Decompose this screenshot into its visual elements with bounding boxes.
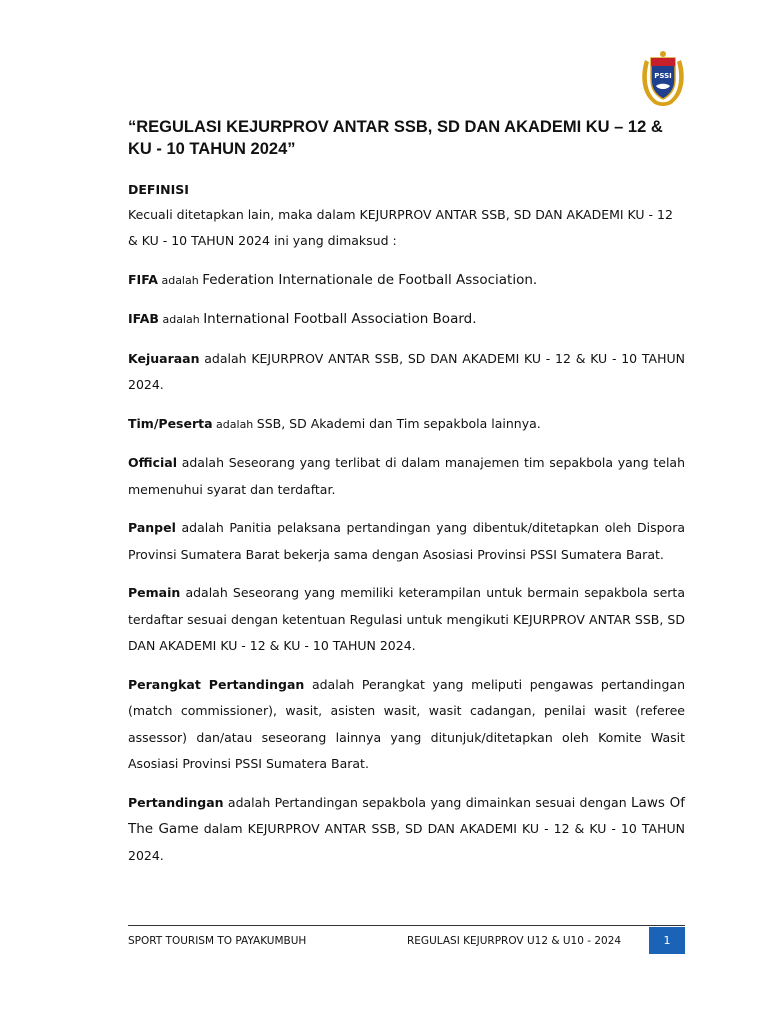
definition-term: Kejuaraan <box>128 350 200 366</box>
page-number-badge: 1 <box>649 927 685 954</box>
pssi-emblem-icon <box>637 50 689 110</box>
footer-divider <box>128 925 685 926</box>
definition-link-word: adalah <box>199 350 252 366</box>
definition-text: Federation Internationale de Football Association. <box>202 271 538 288</box>
definition-text: Seseorang yang terlibat di dalam manajemen tim sepakbola yang telah memenuhui syarat dan terdaftar. <box>128 455 685 497</box>
definition-link-word: adalah <box>157 273 203 287</box>
footer-left-text: SPORT TOURISM TO PAYAKUMBUH <box>128 935 307 947</box>
definition-text: KEJURPROV ANTAR SSB, SD DAN AKADEMI KU - 12 & KU - 10 TAHUN 2024. <box>128 350 685 392</box>
definition-term: Official <box>128 455 177 470</box>
definition-text: Perangkat yang meliputi pengawas pertandingan (match commissioner), wasit, asisten wasit, wasit cadangan, penilai wasit (referee assessor) dan/atau seseorang lainnya yang ditunjuk/ditetapkan oleh Komite Wasit Asosiasi Provinsi PSSI Sumatera Barat. <box>128 676 685 771</box>
document-body <box>128 177 685 881</box>
definition-pemain <box>128 580 685 660</box>
definition-term: IFAB <box>128 311 159 326</box>
definition-link-word: adalah <box>304 676 362 692</box>
definition-text: SSB, SD Akademi dan Tim sepakbola lainnya. <box>256 415 541 431</box>
definition-term: Pertandingan <box>128 794 224 810</box>
definition-link-word: adalah <box>158 313 204 326</box>
definition-link-word: adalah <box>176 455 229 470</box>
definition-text: dalam KEJURPROV ANTAR SSB, SD DAN AKADEMI KU - 12 & KU - 10 TAHUN 2024. <box>128 821 685 863</box>
definition-kejuaraan <box>128 346 685 399</box>
pssi-logo <box>637 50 689 110</box>
definition-link-word: adalah <box>212 417 257 431</box>
definition-official <box>128 450 685 503</box>
definition-ifab <box>128 306 685 334</box>
definition-link-word: adalah <box>175 520 230 535</box>
definition-text: International Football Association Board. <box>203 311 477 327</box>
laws-of-the-game: Laws Of The Game <box>128 794 685 837</box>
definition-text: Seseorang yang memiliki keterampilan untuk bermain sepakbola serta terdaftar sesuai dengan ketentuan Regulasi untuk mengikuti KEJURPROV ANTAR SSB, SD DAN AKADEMI KU - 12 & KU - 10 TAHUN 2024. <box>128 585 685 653</box>
document-title: “REGULASI KEJURPROV ANTAR SSB, SD DAN AKADEMI KU – 12 & KU - 10 TAHUN 2024” <box>128 118 663 158</box>
definition-link-word: adalah <box>180 585 233 600</box>
footer-right-text: REGULASI KEJURPROV U12 & U10 - 2024 <box>407 935 622 947</box>
definition-term: FIFA <box>128 271 158 287</box>
section-heading: DEFINISI <box>128 182 189 197</box>
definition-term: Tim/Peserta <box>128 415 213 431</box>
definition-term: Perangkat Pertandingan <box>128 676 305 692</box>
definition-term: Panpel <box>128 520 176 535</box>
definition-perangkat-pertandingan <box>128 672 685 778</box>
definition-pertandingan <box>128 790 685 870</box>
definition-term: Pemain <box>128 585 181 600</box>
definition-text: adalah Pertandingan sepakbola yang dimainkan sesuai dengan <box>223 794 632 810</box>
intro-paragraph: Kecuali ditetapkan lain, maka dalam KEJURPROV ANTAR SSB, SD DAN AKADEMI KU - 12 & KU - 10 TAHUN 2024 ini yang dimaksud : <box>128 206 673 248</box>
definition-fifa <box>128 267 685 295</box>
definition-text: Panitia pelaksana pertandingan yang dibentuk/ditetapkan oleh Dispora Provinsi Sumatera Barat bekerja sama dengan Asosiasi Provinsi PSSI Sumatera Barat. <box>128 520 685 562</box>
svg-text:PSSI: PSSI <box>654 72 672 80</box>
definition-panpel <box>128 515 685 568</box>
definition-tim-peserta <box>128 411 685 439</box>
